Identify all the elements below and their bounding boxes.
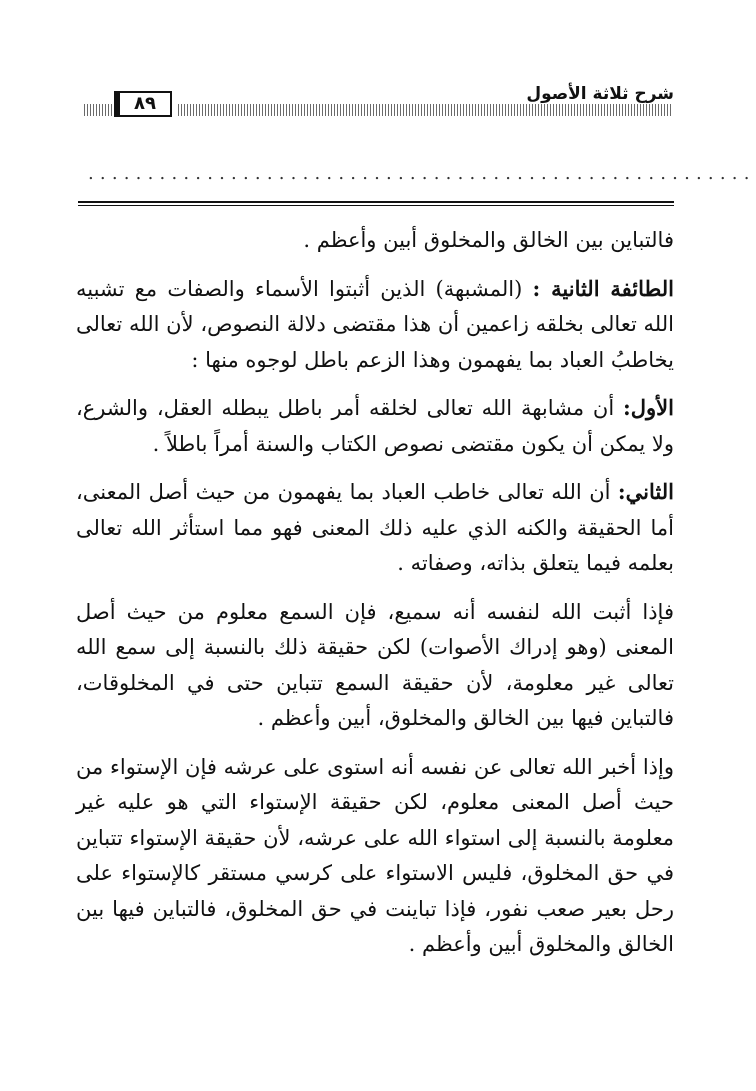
paragraph-text: وإذا أخبر الله تعالى عن نفسه أنه استوى على عرشه فإن الإستواء من حيث أصل المعنى معلوم، لكن حقيقة الإستواء التي هو عليه غير معلومة بالنسبة إلى استواء الله على عرشه، لأن حقيقة الإستواء تتباين في حق المخلوق، فليس الاستواء على كرسي مستقر كالإستواء على رحل بعير صعب نفور، فإذا تباينت في حق المخلوق، فالتباين فيها بين الخالق والمخلوق أبين وأعظم .: [76, 754, 674, 956]
paragraph-lead: الطائفة الثانية :: [532, 275, 674, 301]
footnote-separator-dots: ........................................................: [88, 163, 756, 184]
page-body: [76, 222, 674, 963]
header-hatch-right: [178, 104, 672, 116]
paragraph-text: فإذا أثبت الله لنفسه أنه سميع، فإن السمع معلوم من حيث أصل المعنى (وهو إدراك الأصوات) لكن حقيقة ذلك بالنسبة إلى سمع الله تعالى غير معلومة، لأن حقيقة السمع تتباين حتى في المخلوقات، فالتباين فيها بين الخالق والمخلوق، أبين وأعظم .: [76, 599, 674, 730]
paragraph-text: (المشبهة) الذين أثبتوا الأسماء والصفات مع تشبيه الله تعالى بخلقه زاعمين أن هذا مقتضى دلالة النصوص، لأن الله تعالى يخاطبُ العباد بما يفهمون وهذا الزعم باطل لوجوه منها :: [76, 276, 674, 372]
paragraph-3: [76, 390, 674, 462]
separator-rule-bottom: [78, 205, 674, 206]
paragraph-text: فالتباين بين الخالق والمخلوق أبين وأعظم .: [303, 228, 674, 252]
page-number: ٨٩: [114, 91, 172, 117]
paragraph-text: أن مشابهة الله تعالى لخلقه أمر باطل يبطله العقل، والشرع، ولا يمكن أن يكون مقتضى نصوص الكتاب والسنة أمراً باطلاً .: [76, 396, 674, 456]
paragraph-2: [76, 271, 674, 379]
paragraph-lead: الأول:: [623, 395, 674, 420]
paragraph-1: [76, 222, 674, 259]
book-title: شرح ثلاثة الأصول: [526, 84, 674, 104]
paragraph-text: أن الله تعالى خاطب العباد بما يفهمون من حيث أصل المعنى، أما الحقيقة والكنه الذي عليه ذلك المعنى فهو مما استأثر الله تعالى بعلمه فيما يتعلق بذاته، وصفاته .: [76, 480, 674, 575]
paragraph-5: [76, 594, 674, 737]
paragraph-6: [76, 749, 674, 963]
header-hatch-left: [84, 104, 112, 116]
separator-rule-top: [78, 201, 674, 203]
paragraph-lead: الثاني:: [617, 479, 674, 504]
page-header: [0, 0, 750, 130]
paragraph-4: [76, 474, 674, 582]
